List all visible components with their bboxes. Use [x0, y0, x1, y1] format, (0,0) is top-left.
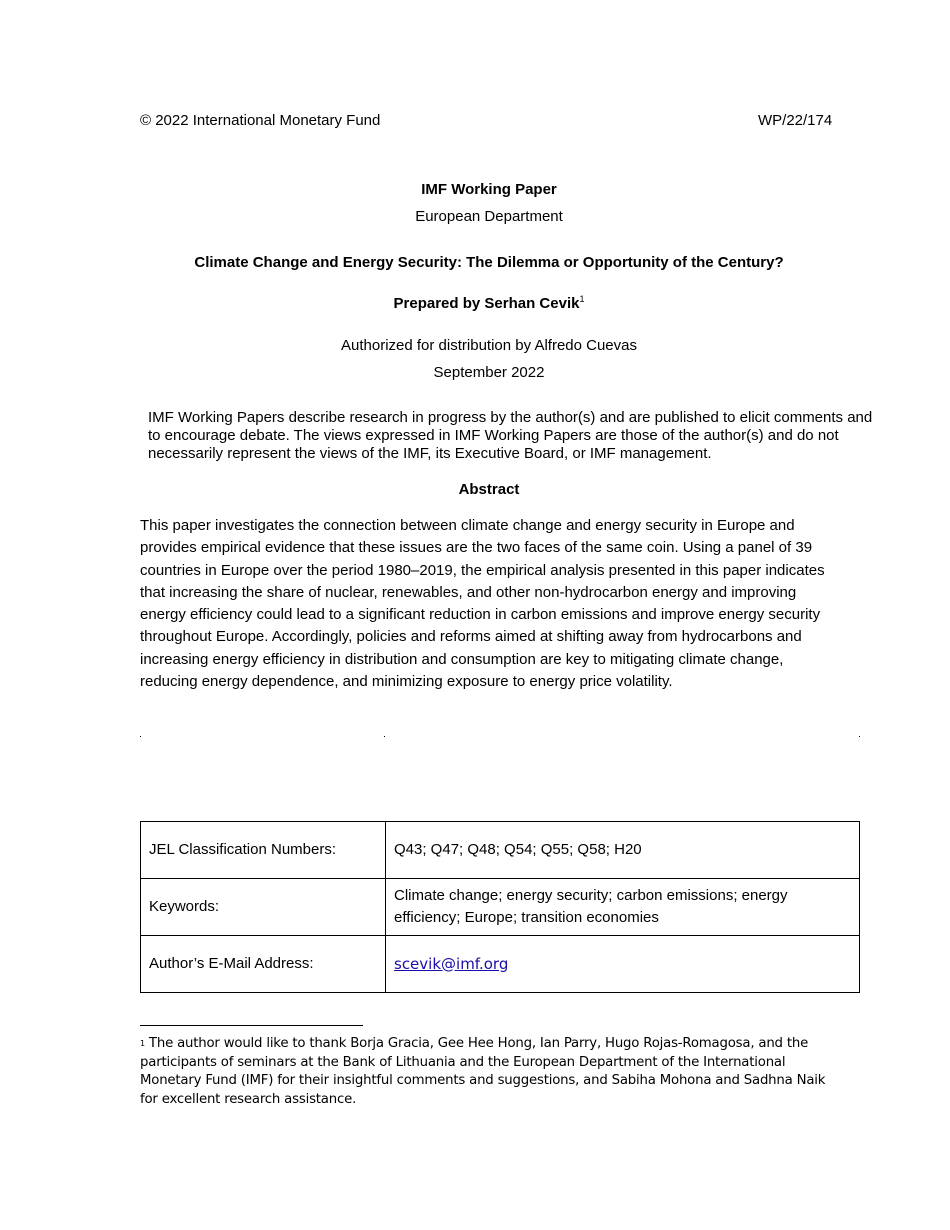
- email-label: Author’s E-Mail Address:: [141, 936, 386, 993]
- department: European Department: [415, 208, 563, 225]
- footnote-divider: [140, 1025, 363, 1026]
- publication-date: September 2022: [433, 364, 545, 381]
- footnote-marker[interactable]: 1: [579, 294, 585, 304]
- abstract-heading: Abstract: [458, 481, 520, 498]
- author-line: [0, 295, 950, 312]
- email-link[interactable]: scevik@imf.org: [394, 954, 509, 973]
- table-row: [141, 879, 860, 936]
- keywords-value: Climate change; energy security; carbon emissions; energy efficiency; Europe; transition economies: [386, 879, 860, 936]
- disclaimer: IMF Working Papers describe research in progress by the author(s) and are published to elicit comments and to encourage debate. The views expressed in IMF Working Papers are those of the author(s) and do not necessarily represent the views of the IMF, its Executive Board, or IMF management.: [148, 409, 873, 462]
- authorized-by: Authorized for distribution by Alfredo Cuevas: [341, 337, 637, 354]
- jel-value: Q43; Q47; Q48; Q54; Q55; Q58; H20: [386, 822, 860, 879]
- table-row: [141, 936, 860, 993]
- series-title: IMF Working Paper: [421, 181, 557, 198]
- paper-title: Climate Change and Energy Security: The Dilemma or Opportunity of the Century?: [194, 254, 784, 271]
- footnote-text: The author would like to thank Borja Gracia, Gee Hee Hong, Ian Parry, Hugo Rojas-Romagosa, and the participants of seminars at the Bank of Lithuania and the European Department of the International Monetary Fund (IMF) for their insightful comments and suggestions, and Sabiha Mohona and Sadhna Naik for excellent research assistance.: [140, 1036, 826, 1107]
- metadata-table: [140, 821, 860, 993]
- separator-mark: [859, 736, 860, 737]
- author-text: Prepared by Serhan Cevik: [393, 295, 580, 312]
- paper-number: WP/22/174: [758, 112, 833, 129]
- jel-label: JEL Classification Numbers:: [141, 822, 386, 879]
- keywords-label: Keywords:: [141, 879, 386, 936]
- footnote: [140, 1035, 830, 1109]
- email-cell: [386, 936, 860, 993]
- copyright-line: © 2022 International Monetary Fund: [140, 112, 381, 129]
- footnote-number: 1: [140, 1039, 145, 1048]
- table-row: [141, 822, 860, 879]
- separator-mark: [140, 736, 141, 737]
- separator-mark: [384, 736, 385, 737]
- abstract-text: This paper investigates the connection between climate change and energy security in Europe and provides empirical evidence that these issues are the two faces of the same coin. Using a panel of 39 countries in Europe over the period 1980–2019, the empirical analysis presented in this paper indicates that increasing the share of nuclear, renewables, and other non-hydrocarbon energy and improving energy efficiency could lead to a significant reduction in carbon emissions and improve energy security throughout Europe. Accordingly, policies and reforms aimed at shifting away from hydrocarbons and increasing energy efficiency in distribution and consumption are key to mitigating climate change, reducing energy dependence, and minimizing exposure to energy price volatility.: [140, 517, 825, 691]
